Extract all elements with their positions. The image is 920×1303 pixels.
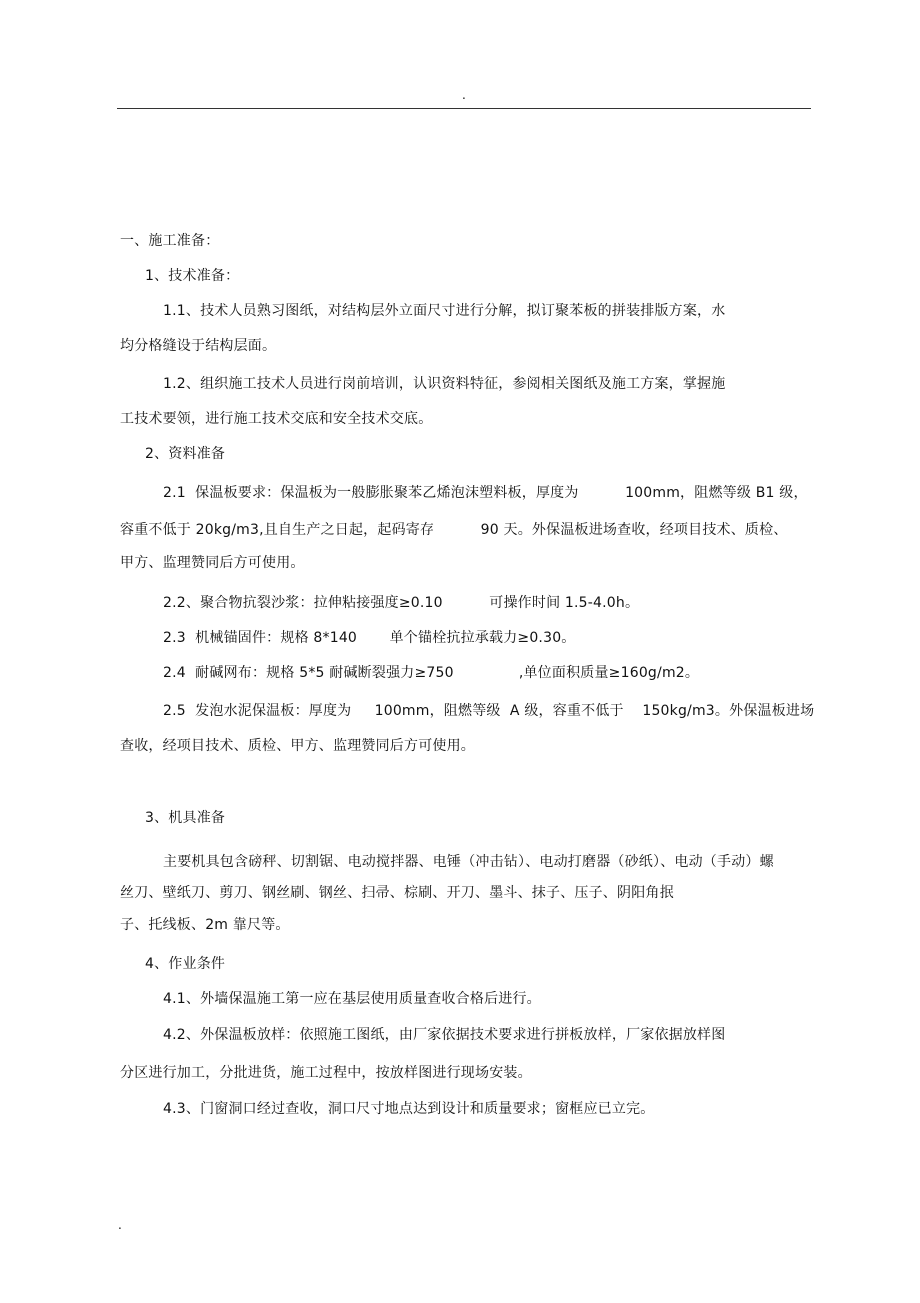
subsection-heading: 1、技术准备：: [145, 268, 240, 284]
paragraph-line: 主要机具包含磅秤、切割锯、电动搅拌器、电锤（冲击钻）、电动打磨器（砂纸）、电动（手动）螺: [163, 854, 774, 870]
paragraph-line: 2.4 耐碱网布：规格 5*5 耐碱断裂强力≥750 ,单位面积质量≥160g/m2。: [163, 665, 700, 681]
paragraph-line: 2.5 发泡水泥保温板：厚度为 100mm，阻燃等级 A 级，容重不低于 150kg/m3。外保温板进场: [163, 703, 815, 719]
footer-mark: .: [118, 1218, 122, 1232]
paragraph-line: 子、托线板、2m 靠尺等。: [120, 917, 290, 933]
paragraph-line: 丝刀、壁纸刀、剪刀、钢丝刷、钢丝、扫帚、棕刷、开刀、墨斗、抹子、压子、阴阳角抿: [120, 885, 674, 901]
section-heading: 一、施工准备：: [120, 233, 220, 249]
subsection-heading: 3、机具准备: [145, 810, 226, 826]
paragraph-line: 2.1 保温板要求：保温板为一般膨胀聚苯乙烯泡沫塑料板，厚度为 100mm，阻燃等级 B1 级，: [163, 485, 808, 501]
paragraph-line: 4.2、外保温板放样：依照施工图纸，由厂家依据技术要求进行拼板放样，厂家依据放样图: [163, 1027, 726, 1043]
paragraph-line: 2.3 机械锚固件：规格 8*140 单个锚栓抗拉承载力≥0.30。: [163, 630, 576, 646]
subsection-heading: 4、作业条件: [145, 956, 226, 972]
header-mark: .: [462, 88, 466, 102]
paragraph-line: 甲方、监理赞同后方可使用。: [120, 555, 305, 571]
paragraph-line: 分区进行加工，分批进货，施工过程中，按放样图进行现场安装。: [120, 1065, 532, 1081]
paragraph-line: 1.1、技术人员熟习图纸，对结构层外立面尺寸进行分解，拟订聚苯板的拼装排版方案，水: [163, 303, 726, 319]
paragraph-line: 4.3、门窗洞口经过查收，洞口尺寸地点达到设计和质量要求；窗框应已立完。: [163, 1101, 655, 1117]
paragraph-line: 2.2、聚合物抗裂沙浆：拉伸粘接强度≥0.10 可操作时间 1.5-4.0h。: [163, 595, 640, 611]
paragraph-line: 均分格缝设于结构层面。: [120, 338, 277, 354]
paragraph-line: 查收，经项目技术、质检、甲方、监理赞同后方可使用。: [120, 738, 475, 754]
paragraph-line: 容重不低于 20kg/m3,且自生产之日起，起码寄存 90 天。外保温板进场查收，经项目技术、质检、: [120, 522, 788, 538]
paragraph-line: 4.1、外墙保温施工第一应在基层使用质量查收合格后进行。: [163, 991, 541, 1007]
subsection-heading: 2、资料准备: [145, 446, 226, 462]
paragraph-line: 工技术要领，进行施工技术交底和安全技术交底。: [120, 411, 433, 427]
header-rule: [117, 108, 811, 109]
paragraph-line: 1.2、组织施工技术人员进行岗前培训，认识资料特征，参阅相关图纸及施工方案，掌握施: [163, 376, 726, 392]
